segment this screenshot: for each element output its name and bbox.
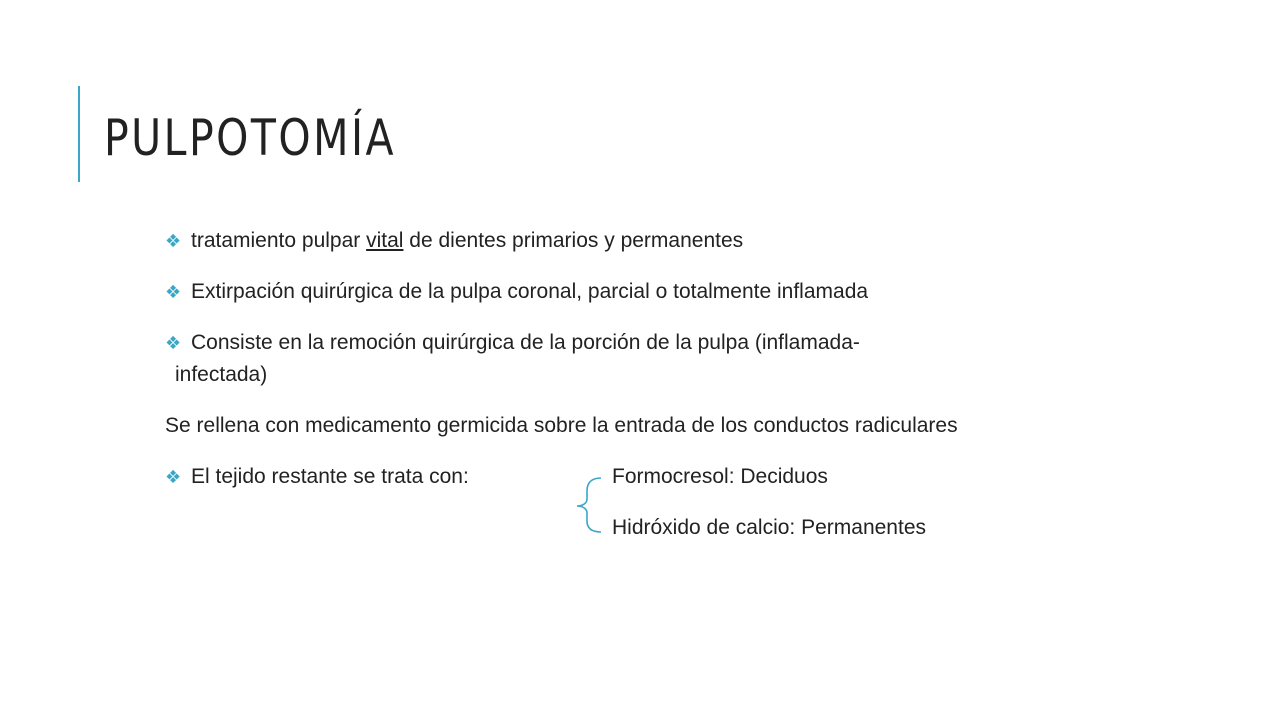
bullet-item-removal bbox=[165, 327, 1165, 391]
treatment-option-formocresol: Formocresol: Deciduos bbox=[612, 465, 828, 488]
bullet-text-after: de dientes primarios y permanentes bbox=[403, 229, 744, 252]
slide-body bbox=[165, 225, 1165, 561]
bullet-text: Extirpación quirúrgica de la pulpa coronal, parcial o totalmente inflamada bbox=[191, 280, 869, 303]
bullet-text-before: tratamiento pulpar bbox=[191, 229, 367, 252]
treatment-lead bbox=[165, 461, 469, 493]
four-diamond-bullet-icon: ❖ bbox=[165, 282, 182, 302]
bullet-item-extirpation bbox=[165, 276, 1165, 308]
curly-brace-icon bbox=[557, 475, 607, 535]
treatment-option-calcium-hydroxide: Hidróxido de calcio: Permanentes bbox=[612, 516, 926, 539]
four-diamond-bullet-icon: ❖ bbox=[165, 467, 182, 487]
four-diamond-bullet-icon: ❖ bbox=[165, 231, 182, 251]
title-accent-bar bbox=[78, 86, 80, 182]
bullet-text-continuation: infectada) bbox=[175, 363, 268, 386]
bullet-item-vital-treatment bbox=[165, 225, 1165, 257]
four-diamond-bullet-icon: ❖ bbox=[165, 333, 182, 353]
treatment-options bbox=[165, 461, 1165, 561]
slide-title: PULPOTOMÍA bbox=[104, 109, 397, 167]
bullet-text: Consiste en la remoción quirúrgica de la porción de la pulpa (inflamada- bbox=[191, 331, 860, 354]
treatment-lead-text: El tejido restante se trata con: bbox=[191, 465, 469, 488]
germicide-paragraph: Se rellena con medicamento germicida sobre la entrada de los conductos radiculares bbox=[165, 414, 958, 437]
bullet-text-underlined: vital bbox=[366, 229, 404, 252]
